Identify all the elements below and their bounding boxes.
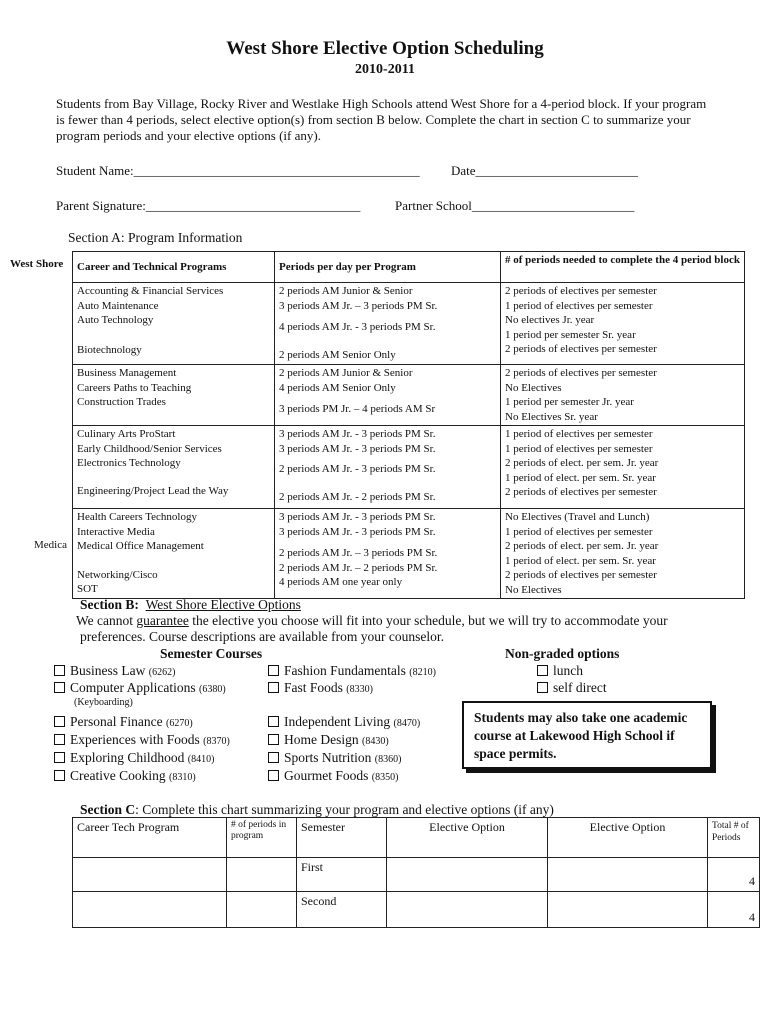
program-periods: 2 periods AM Jr. – 2 periods PM Sr. bbox=[279, 561, 438, 574]
program-periods: 4 periods AM one year only bbox=[279, 576, 403, 588]
course-independent-living[interactable] bbox=[268, 714, 420, 730]
program-name bbox=[77, 328, 270, 343]
periods-needed: 1 period per semester Sr. year bbox=[505, 328, 636, 341]
col-header-elective-2: Elective Option bbox=[589, 820, 666, 834]
section-c-heading bbox=[80, 802, 554, 818]
elective-option-cell[interactable] bbox=[548, 892, 708, 928]
student-name-field[interactable]: Student Name:____________________________________________ bbox=[56, 163, 420, 178]
section-c-label: Section C bbox=[80, 802, 136, 817]
nongraded-heading: Non-graded options bbox=[505, 646, 620, 661]
course-business-law[interactable] bbox=[54, 663, 175, 679]
checkbox-icon[interactable] bbox=[537, 665, 548, 676]
program-periods: 3 periods AM Jr. - 3 periods PM Sr. bbox=[279, 428, 436, 440]
career-tech-program-cell[interactable] bbox=[73, 858, 227, 892]
periods-needed: 1 period of electives per semester bbox=[505, 428, 653, 440]
page-title: West Shore Elective Option Scheduling bbox=[226, 38, 544, 59]
program-name: Health Careers Technology bbox=[77, 511, 197, 523]
program-periods: 3 periods AM Jr. - 3 periods PM Sr. bbox=[279, 511, 436, 523]
periods-needed: No Electives (Travel and Lunch) bbox=[505, 511, 650, 523]
table-row bbox=[73, 426, 745, 509]
checkbox-icon[interactable] bbox=[268, 716, 279, 727]
course-name: Gourmet Foods bbox=[284, 768, 369, 783]
course-code: (8430) bbox=[362, 736, 389, 747]
career-tech-program-cell[interactable] bbox=[73, 892, 227, 928]
option-lunch[interactable] bbox=[537, 663, 583, 679]
total-periods: 4 bbox=[749, 910, 755, 924]
total-periods: 4 bbox=[749, 874, 755, 888]
table-header-row bbox=[73, 818, 760, 858]
periods-needed: 1 period of electives per semester bbox=[505, 442, 653, 455]
side-label-west-shore: West Shore bbox=[10, 258, 64, 270]
checkbox-icon[interactable] bbox=[268, 734, 279, 745]
periods-needed: 2 periods of electives per semester bbox=[505, 285, 657, 297]
checkbox-icon[interactable] bbox=[268, 752, 279, 763]
note-text: We cannot bbox=[76, 613, 137, 628]
col-header-career-tech: Career Tech Program bbox=[77, 820, 180, 834]
section-a-label: Section A bbox=[68, 230, 121, 245]
option-label: self direct bbox=[553, 680, 607, 695]
program-name: Medical Office Management bbox=[77, 540, 204, 552]
col-header-elective-1: Elective Option bbox=[429, 820, 505, 834]
course-personal-finance[interactable] bbox=[54, 714, 193, 730]
program-name: Networking/Cisco bbox=[77, 568, 158, 581]
elective-option-cell[interactable] bbox=[387, 858, 548, 892]
checkbox-icon[interactable] bbox=[54, 734, 65, 745]
program-name: Early Childhood/Senior Services bbox=[77, 442, 222, 455]
col-header-periods: Periods per day per Program bbox=[279, 260, 416, 273]
program-periods: 2 periods AM Jr. - 3 periods PM Sr. bbox=[279, 463, 436, 475]
course-gourmet-foods[interactable] bbox=[268, 768, 398, 784]
col-header-needed: # of periods needed to complete the 4 period block bbox=[505, 254, 740, 266]
course-sports-nutrition[interactable] bbox=[268, 750, 401, 766]
program-name: Engineering/Project Lead the Way bbox=[77, 484, 229, 497]
section-b-note bbox=[76, 613, 668, 629]
table-row bbox=[73, 509, 745, 599]
parent-signature-field[interactable]: Parent Signature:_________________________________ bbox=[56, 198, 361, 213]
periods-needed: 1 period of elect. per sem. Sr. year bbox=[505, 471, 656, 484]
periods-needed: 2 periods of elect. per sem. Jr. year bbox=[505, 457, 659, 469]
course-name: Home Design bbox=[284, 732, 359, 747]
course-code: (6380) bbox=[199, 684, 226, 695]
periods-needed: 1 period of electives per semester bbox=[505, 525, 653, 538]
course-name: Sports Nutrition bbox=[284, 750, 372, 765]
col-header-semester: Semester bbox=[301, 820, 345, 834]
semester-second: Second bbox=[301, 894, 337, 908]
section-c-title: : Complete this chart summarizing your program and elective options (if any) bbox=[135, 802, 554, 817]
semester-courses-heading: Semester Courses bbox=[160, 646, 263, 661]
keyboarding-note: (Keyboarding) bbox=[74, 697, 133, 708]
table-row bbox=[73, 892, 760, 928]
checkbox-icon[interactable] bbox=[54, 752, 65, 763]
periods-in-program-cell[interactable] bbox=[227, 892, 297, 928]
course-fashion-fundamentals[interactable] bbox=[268, 663, 436, 679]
course-name: Personal Finance bbox=[70, 714, 163, 729]
program-name: SOT bbox=[77, 583, 98, 595]
course-name: Fast Foods bbox=[284, 680, 343, 695]
checkbox-icon[interactable] bbox=[54, 682, 65, 693]
course-name: Independent Living bbox=[284, 714, 391, 729]
note-guarantee: guarantee bbox=[136, 613, 189, 628]
section-a-title: : Program Information bbox=[120, 230, 243, 245]
program-name: Culinary Arts ProStart bbox=[77, 428, 176, 440]
course-code: (6262) bbox=[148, 667, 176, 678]
course-creative-cooking[interactable] bbox=[54, 768, 196, 784]
course-code: (8330) bbox=[346, 684, 373, 695]
semester-first: First bbox=[301, 860, 324, 874]
program-name: Careers Paths to Teaching bbox=[77, 381, 192, 394]
course-experiences-with-foods[interactable] bbox=[54, 732, 230, 748]
lakewood-notice-box: Students may also take one academic course at Lakewood High School if space permits. bbox=[462, 701, 712, 769]
course-name: Computer Applications bbox=[70, 680, 196, 695]
course-code: (8350) bbox=[371, 772, 399, 783]
table-header-row bbox=[73, 252, 745, 283]
section-b-title: West Shore Elective Options bbox=[145, 597, 301, 612]
elective-option-cell[interactable] bbox=[387, 892, 548, 928]
school-year: 2010-2011 bbox=[355, 62, 415, 77]
course-code: (8210) bbox=[409, 667, 436, 678]
program-information-table bbox=[72, 251, 745, 599]
partner-school-field[interactable]: Partner School_________________________ bbox=[395, 198, 635, 213]
table-row bbox=[73, 858, 760, 892]
program-periods: 2 periods AM Senior Only bbox=[279, 348, 396, 361]
course-computer-applications[interactable] bbox=[54, 680, 226, 696]
checkbox-icon[interactable] bbox=[54, 770, 65, 781]
periods-needed: 1 period of electives per semester bbox=[505, 299, 653, 312]
periods-needed: No Electives bbox=[505, 583, 562, 596]
periods-needed: No Electives bbox=[505, 381, 562, 394]
section-b-heading bbox=[80, 597, 301, 613]
course-code: (8360) bbox=[374, 754, 402, 765]
program-periods: 3 periods PM Jr. – 4 periods AM Sr bbox=[279, 403, 436, 415]
periods-needed: 2 periods of electives per semester bbox=[505, 569, 657, 581]
checkbox-icon[interactable] bbox=[54, 716, 65, 727]
course-code: (8310) bbox=[168, 772, 196, 783]
course-name: Experiences with Foods bbox=[70, 732, 200, 747]
course-name: Exploring Childhood bbox=[70, 750, 185, 765]
program-name: Business Management bbox=[77, 367, 177, 379]
program-periods: 3 periods AM Jr. - 3 periods PM Sr. bbox=[279, 442, 436, 455]
periods-needed: 2 periods of electives per semester bbox=[505, 367, 657, 379]
side-label-medica: Medica bbox=[34, 539, 67, 551]
note-text: the elective you choose will fit into your schedule, but we will try to accommodate your bbox=[188, 613, 668, 628]
program-name: Auto Technology bbox=[77, 314, 154, 326]
course-name: Business Law bbox=[70, 663, 146, 678]
col-header-periods: # of periods in program bbox=[231, 820, 287, 841]
periods-needed: 1 period per semester Jr. year bbox=[505, 396, 634, 408]
col-header-total: Total # of Periods bbox=[712, 821, 749, 843]
course-code: (8470) bbox=[393, 718, 421, 729]
course-code: (8410) bbox=[187, 754, 215, 765]
periods-needed: No electives Jr. year bbox=[505, 314, 595, 326]
col-header-program: Career and Technical Programs bbox=[77, 260, 227, 273]
periods-needed: 2 periods of elect. per sem. Jr. year bbox=[505, 540, 659, 552]
periods-needed: No Electives Sr. year bbox=[505, 410, 598, 423]
program-name: Electronics Technology bbox=[77, 457, 181, 469]
program-periods: 3 periods AM Jr. - 3 periods PM Sr. bbox=[279, 525, 436, 538]
program-periods: 2 periods AM Jr. – 3 periods PM Sr. bbox=[279, 547, 438, 559]
program-periods: 4 periods AM Jr. - 3 periods PM Sr. bbox=[279, 321, 436, 333]
course-code: (8370) bbox=[203, 736, 230, 747]
course-name: Fashion Fundamentals bbox=[284, 663, 406, 678]
periods-needed: 2 periods of electives per semester bbox=[505, 486, 657, 498]
checkbox-icon[interactable] bbox=[268, 770, 279, 781]
table-row bbox=[73, 283, 745, 365]
program-periods: 2 periods AM Junior & Senior bbox=[279, 367, 413, 379]
program-periods: 4 periods AM Senior Only bbox=[279, 381, 396, 394]
date-field[interactable]: Date_________________________ bbox=[451, 163, 639, 178]
course-exploring-childhood[interactable] bbox=[54, 750, 214, 766]
program-name: Construction Trades bbox=[77, 396, 166, 408]
checkbox-icon[interactable] bbox=[268, 682, 279, 693]
periods-in-program-cell[interactable] bbox=[227, 858, 297, 892]
program-name: Auto Maintenance bbox=[77, 299, 159, 312]
program-periods: 2 periods AM Junior & Senior bbox=[279, 285, 413, 297]
elective-option-cell[interactable] bbox=[548, 858, 708, 892]
program-name: Accounting & Financial Services bbox=[77, 285, 224, 297]
section-b-note-line2: preferences. Course descriptions are available from your counselor. bbox=[80, 629, 444, 644]
periods-needed: 1 period of elect. per sem. Sr. year bbox=[505, 554, 656, 567]
table-row bbox=[73, 365, 745, 426]
program-name: Interactive Media bbox=[77, 525, 155, 538]
section-a-heading bbox=[68, 230, 242, 246]
checkbox-icon[interactable] bbox=[537, 682, 548, 693]
checkbox-icon[interactable] bbox=[268, 665, 279, 676]
section-b-label: Section B: bbox=[80, 597, 139, 612]
program-periods: 2 periods AM Jr. - 2 periods PM Sr. bbox=[279, 490, 436, 503]
summary-chart-table bbox=[72, 817, 760, 928]
course-code: (6270) bbox=[165, 718, 193, 729]
option-label: lunch bbox=[553, 663, 583, 678]
course-home-design[interactable] bbox=[268, 732, 389, 748]
checkbox-icon[interactable] bbox=[54, 665, 65, 676]
course-name: Creative Cooking bbox=[70, 768, 166, 783]
intro-paragraph: Students from Bay Village, Rocky River and Westlake High Schools attend West Shore for a 4-period block. If your program is fewer than 4 periods, select elective option(s) from section B below. Complete the chart in section C to summarize your program periods and your elective options (if any). bbox=[56, 96, 707, 143]
course-fast-foods[interactable] bbox=[268, 680, 373, 696]
option-self-direct[interactable] bbox=[537, 680, 607, 696]
periods-needed: 2 periods of electives per semester bbox=[505, 343, 657, 355]
program-name: Biotechnology bbox=[77, 343, 142, 356]
program-periods: 3 periods AM Jr. – 3 periods PM Sr. bbox=[279, 299, 438, 312]
